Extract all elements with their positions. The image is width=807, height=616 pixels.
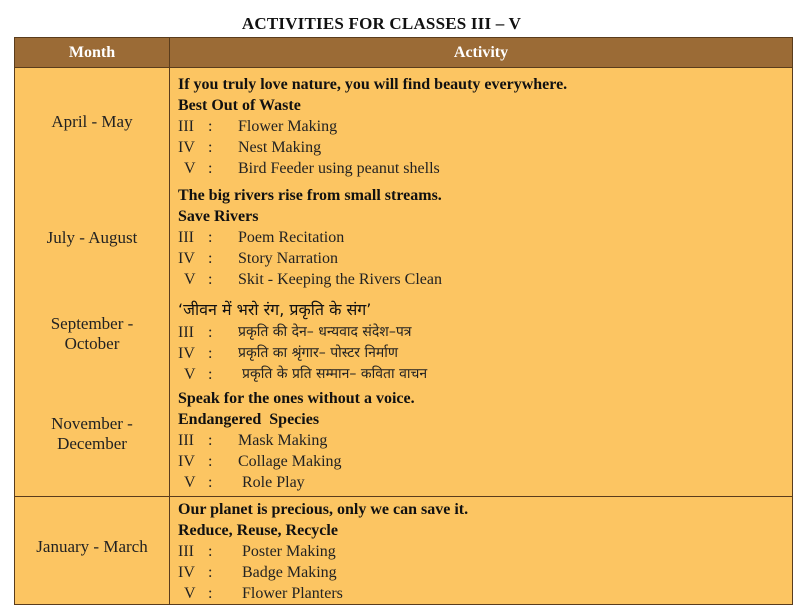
class-label: III — [178, 229, 194, 246]
separator: : — [208, 118, 213, 135]
month-label: July - August — [46, 227, 138, 247]
separator: : — [208, 366, 213, 383]
list-item — [178, 227, 792, 248]
quote-text: Speak for the ones without a voice. — [178, 390, 415, 407]
activity-text: Poem Recitation — [238, 229, 345, 246]
list-item — [178, 158, 792, 179]
separator: : — [208, 271, 213, 288]
class-label: V — [184, 160, 196, 177]
list-item — [178, 137, 792, 158]
list-item — [178, 451, 792, 472]
list-item — [178, 472, 792, 493]
month-label: April - May — [51, 111, 133, 131]
theme-title: Endangered Species — [178, 411, 320, 428]
class-label: IV — [178, 345, 195, 362]
quote-text: If you truly love nature, you will find beauty everywhere. — [178, 76, 568, 93]
activities-table — [14, 37, 793, 605]
activity-text: प्रकृति की देन– धन्यवाद संदेश–पत्र — [238, 324, 412, 340]
class-label: IV — [178, 250, 195, 267]
table-row — [15, 496, 793, 604]
class-label: III — [178, 118, 194, 135]
page-title: ACTIVITIES FOR CLASSES III – V — [241, 14, 522, 33]
activity-text: Bird Feeder using peanut shells — [238, 160, 440, 177]
activity-text: Role Play — [242, 474, 305, 491]
activity-text: Nest Making — [238, 139, 322, 156]
month-cell — [15, 298, 170, 386]
list-item — [178, 248, 792, 269]
month-cell — [15, 70, 170, 183]
table-row — [15, 70, 793, 183]
activity-text: Poster Making — [242, 542, 336, 560]
activity-column-header: Activity — [170, 38, 793, 68]
quote-text: The big rivers rise from small streams. — [178, 187, 442, 204]
month-cell — [15, 496, 170, 604]
separator: : — [208, 432, 213, 449]
class-label: III — [178, 432, 194, 449]
separator: : — [208, 160, 213, 177]
month-cell — [15, 386, 170, 496]
activity-cell — [170, 298, 793, 386]
separator: : — [208, 563, 213, 581]
class-label: V — [184, 474, 196, 491]
month-cell — [15, 183, 170, 298]
activity-cell — [170, 183, 793, 298]
list-item — [178, 430, 792, 451]
separator: : — [208, 345, 213, 362]
activity-text: Story Narration — [238, 250, 338, 267]
list-item — [178, 562, 792, 583]
separator: : — [208, 474, 213, 491]
class-label: III — [178, 542, 194, 560]
month-label: October — [64, 334, 120, 353]
separator: : — [208, 542, 213, 560]
activity-text: प्रकृति के प्रति सम्मान– कविता वाचन — [242, 366, 428, 382]
separator: : — [208, 139, 213, 156]
separator: : — [208, 584, 213, 602]
month-label: November - — [51, 413, 133, 433]
list-item — [178, 322, 792, 343]
table-header-row — [15, 38, 793, 68]
class-label: V — [184, 271, 196, 288]
month-label: September - — [50, 314, 134, 333]
activity-cell — [170, 496, 793, 604]
activity-text: Mask Making — [238, 432, 328, 449]
quote-text: ‘जीवन में भरो रंग, प्रकृति के संग’ — [178, 300, 372, 319]
theme-title: Reduce, Reuse, Recycle — [178, 521, 338, 539]
month-label: December — [57, 433, 127, 453]
list-item — [178, 364, 792, 385]
table-row — [15, 183, 793, 298]
separator: : — [208, 229, 213, 246]
class-label: V — [184, 366, 196, 383]
separator: : — [208, 324, 213, 341]
month-column-header: Month — [15, 38, 170, 68]
theme-title: Best Out of Waste — [178, 97, 301, 114]
activity-text: Skit - Keeping the Rivers Clean — [238, 271, 442, 288]
activity-cell — [170, 386, 793, 496]
list-item — [178, 343, 792, 364]
month-label: January - March — [36, 537, 148, 556]
separator: : — [208, 250, 213, 267]
list-item — [178, 116, 792, 137]
class-label: IV — [178, 139, 195, 156]
separator: : — [208, 453, 213, 470]
class-label: IV — [178, 563, 195, 581]
class-label: IV — [178, 453, 195, 470]
list-item — [178, 541, 792, 562]
activity-text: प्रकृति का श्रृंगार– पोस्टर निर्माण — [238, 345, 398, 361]
activity-text: Badge Making — [242, 563, 337, 581]
list-item — [178, 269, 792, 290]
class-label: III — [178, 324, 194, 341]
theme-title: Save Rivers — [178, 208, 259, 225]
activity-text: Collage Making — [238, 453, 342, 470]
class-label: V — [184, 584, 196, 602]
table-row — [15, 386, 793, 496]
activity-cell — [170, 70, 793, 183]
activity-text: Flower Making — [238, 118, 338, 135]
list-item — [178, 583, 792, 604]
quote-text: Our planet is precious, only we can save it. — [178, 500, 469, 518]
activity-text: Flower Planters — [242, 584, 343, 602]
table-row — [15, 298, 793, 386]
